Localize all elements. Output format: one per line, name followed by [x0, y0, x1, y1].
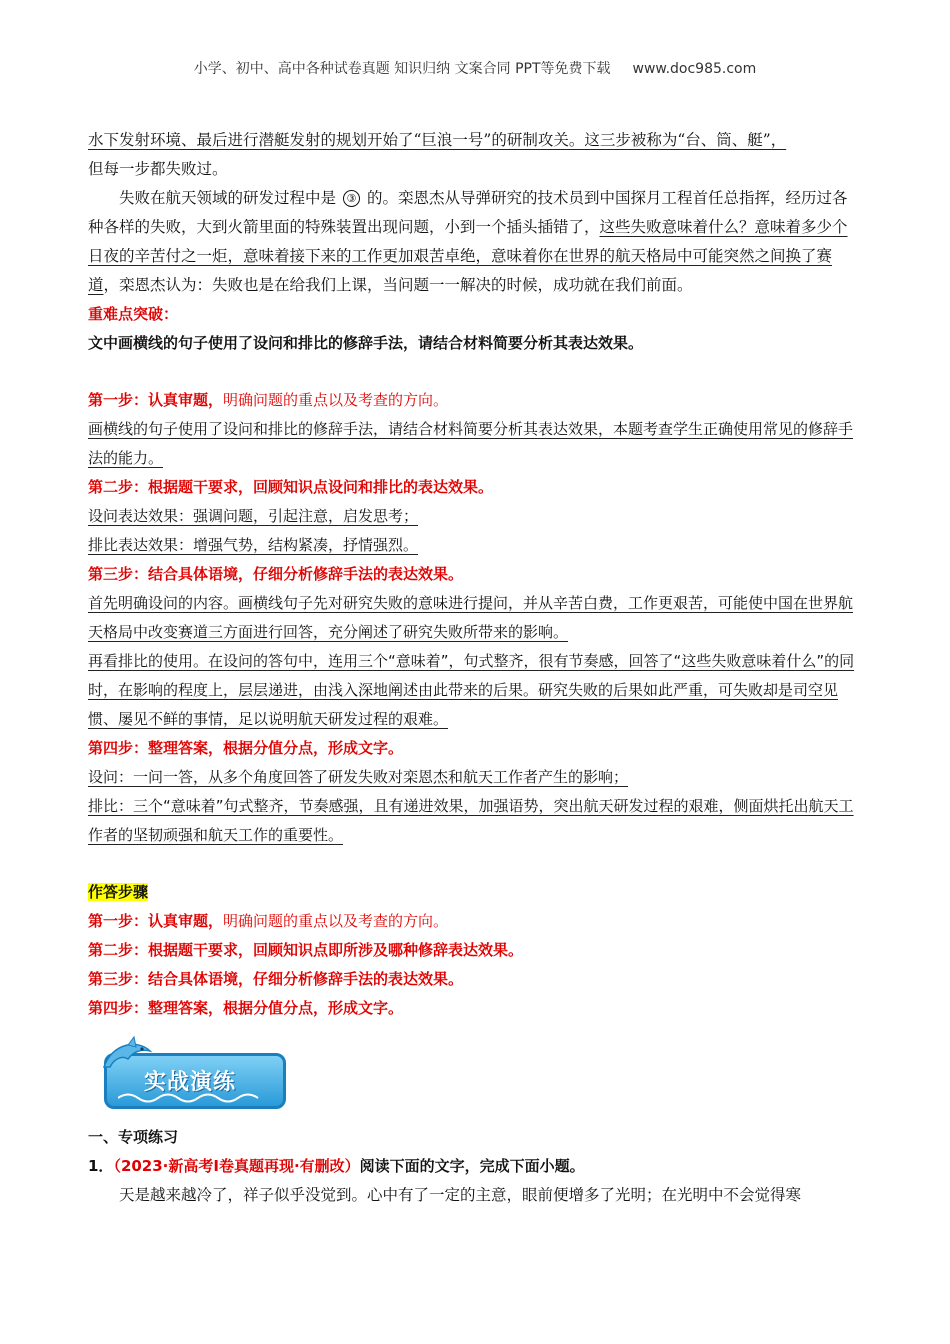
- step-2-b: 排比表达效果：增强气势，结构紧凑，抒情强烈。: [88, 536, 419, 554]
- step-1-rest: 明确问题的重点以及考查的方向。: [223, 391, 449, 409]
- practice-badge: [98, 1033, 298, 1113]
- spacer: [88, 850, 863, 878]
- question-text: 阅读下面的文字，完成下面小题。: [359, 1157, 585, 1175]
- blank-marker: [336, 189, 367, 207]
- summary-step-3: 第三步：结合具体语境，仔细分析修辞手法的表达效果。: [88, 970, 464, 988]
- passage-paragraph-1: [88, 126, 863, 184]
- key-question: 文中画横线的句子使用了设问和排比的修辞手法，请结合材料简要分析其表达效果。: [88, 334, 644, 352]
- step-4-text-b: 排比：三个“意味着”句式整齐，节奏感强，且有递进效果，加强语势，突出航天研发过程的艰难，侧面烘托出航天工作者的坚韧顽强和航天工作的重要性。: [88, 797, 854, 844]
- step-1-heading: [88, 386, 863, 415]
- section-title: 一、专项练习: [88, 1128, 179, 1146]
- step-3-text-a: 首先明确设问的内容。画横线句子先对研究失败的意味进行提问，并从辛苦白费，工作更艰苦，可能使中国在世界航天格局中改变赛道三方面进行回答，充分阐述了研究失败所带来的影响。: [88, 594, 854, 641]
- header-url[interactable]: www.doc985.com: [632, 61, 757, 77]
- underlined-sentence: 这些失败意味着什么？意味着多少个日夜的辛苦付之一炬，意味着接下来的工作更加艰苦卓绝，意味着你在世界的航天格局中可能突然之间换了赛道: [88, 218, 848, 294]
- step-1-text: 画横线的句子使用了设问和排比的修辞手法，请结合材料简要分析其表达效果，本题考查学生正确使用常见的修辞手法的能力。: [88, 420, 854, 467]
- question-1: [88, 1152, 863, 1181]
- blank-number: ③: [343, 190, 360, 207]
- question-number: 1．: [88, 1157, 114, 1175]
- question-source: （2023·新高考Ⅰ卷真题再现·有删改）: [113, 1157, 360, 1175]
- step-2-heading: 第二步：根据题干要求，回顾知识点设问和排比的表达效果。: [88, 478, 494, 496]
- excerpt-text: 天是越来越冷了，祥子似乎没觉到。心中有了一定的主意，眼前便增多了光明；在光明中不会觉得寒: [119, 1186, 802, 1204]
- step-4-heading: 第四步：整理答案，根据分值分点，形成文字。: [88, 739, 404, 757]
- spacer: [88, 358, 863, 386]
- summary-title-line: [88, 878, 863, 907]
- wave-icon: [118, 1091, 268, 1105]
- header-text: 小学、初中、高中各种试卷真题 知识归纳 文案合同 PPT等免费下载: [193, 61, 611, 77]
- passage-text: 失败在航天领域的研发过程中是: [119, 189, 337, 207]
- summary-step-1-bold: 第一步：认真审题，: [88, 912, 224, 930]
- passage-text: 的。栾恩杰从导弹研究的技术员到中国探月工程首任总指挥，经历过各种各样的失败，大到火箭里面的特殊装置出现问题，小到一个插头插错了，: [88, 189, 848, 236]
- passage-text: ，栾恩杰认为：失败也是在给我们上课，当问题一一解决的时候，成功就在我们前面。: [103, 276, 693, 294]
- summary-step-4: 第四步：整理答案，根据分值分点，形成文字。: [88, 999, 404, 1017]
- step-2-a: 设问表达效果：强调问题，引起注意，启发思考；: [88, 507, 419, 525]
- step-2-text-b: [88, 531, 863, 560]
- passage-line-underlined: 水下发射环境、最后进行潜艇发射的规划开始了“巨浪一号”的研制攻关。这三步被称为“台、筒、艇”，: [88, 131, 787, 149]
- key-title: 重难点突破：: [88, 305, 179, 323]
- passage-paragraph-2: [88, 184, 863, 300]
- step-2-text-a: [88, 502, 863, 531]
- step-4-text-a: 设问：一问一答，从多个角度回答了研发失败对栾恩杰和航天工作者产生的影响；: [88, 768, 629, 786]
- step-3-heading: 第三步：结合具体语境，仔细分析修辞手法的表达效果。: [88, 565, 464, 583]
- passage-line: 但每一步都失败过。: [88, 160, 228, 178]
- step-1-bold: 第一步：认真审题，: [88, 391, 224, 409]
- summary-step-2: 第二步：根据题干要求，回顾知识点即所涉及哪种修辞表达效果。: [88, 941, 524, 959]
- summary-step-1: [88, 907, 863, 936]
- summary-step-1-rest: 明确问题的重点以及考查的方向。: [223, 912, 449, 930]
- page-header: [0, 58, 950, 78]
- summary-title: 作答步骤: [88, 883, 149, 901]
- step-3-text-b: 再看排比的使用。在设问的答句中，连用三个“意味着”，句式整齐，很有节奏感，回答了“这些失败意味着什么”的同时，在影响的程度上，层层递进，由浅入深地阐述由此带来的后果。研究失败的后果如此严重，可失败却是司空见惯、屡见不鲜的事情，足以说明航天研发过程的艰难。: [88, 652, 855, 728]
- document-body: [88, 126, 863, 1210]
- badge-label: 实战演练: [144, 1070, 237, 1095]
